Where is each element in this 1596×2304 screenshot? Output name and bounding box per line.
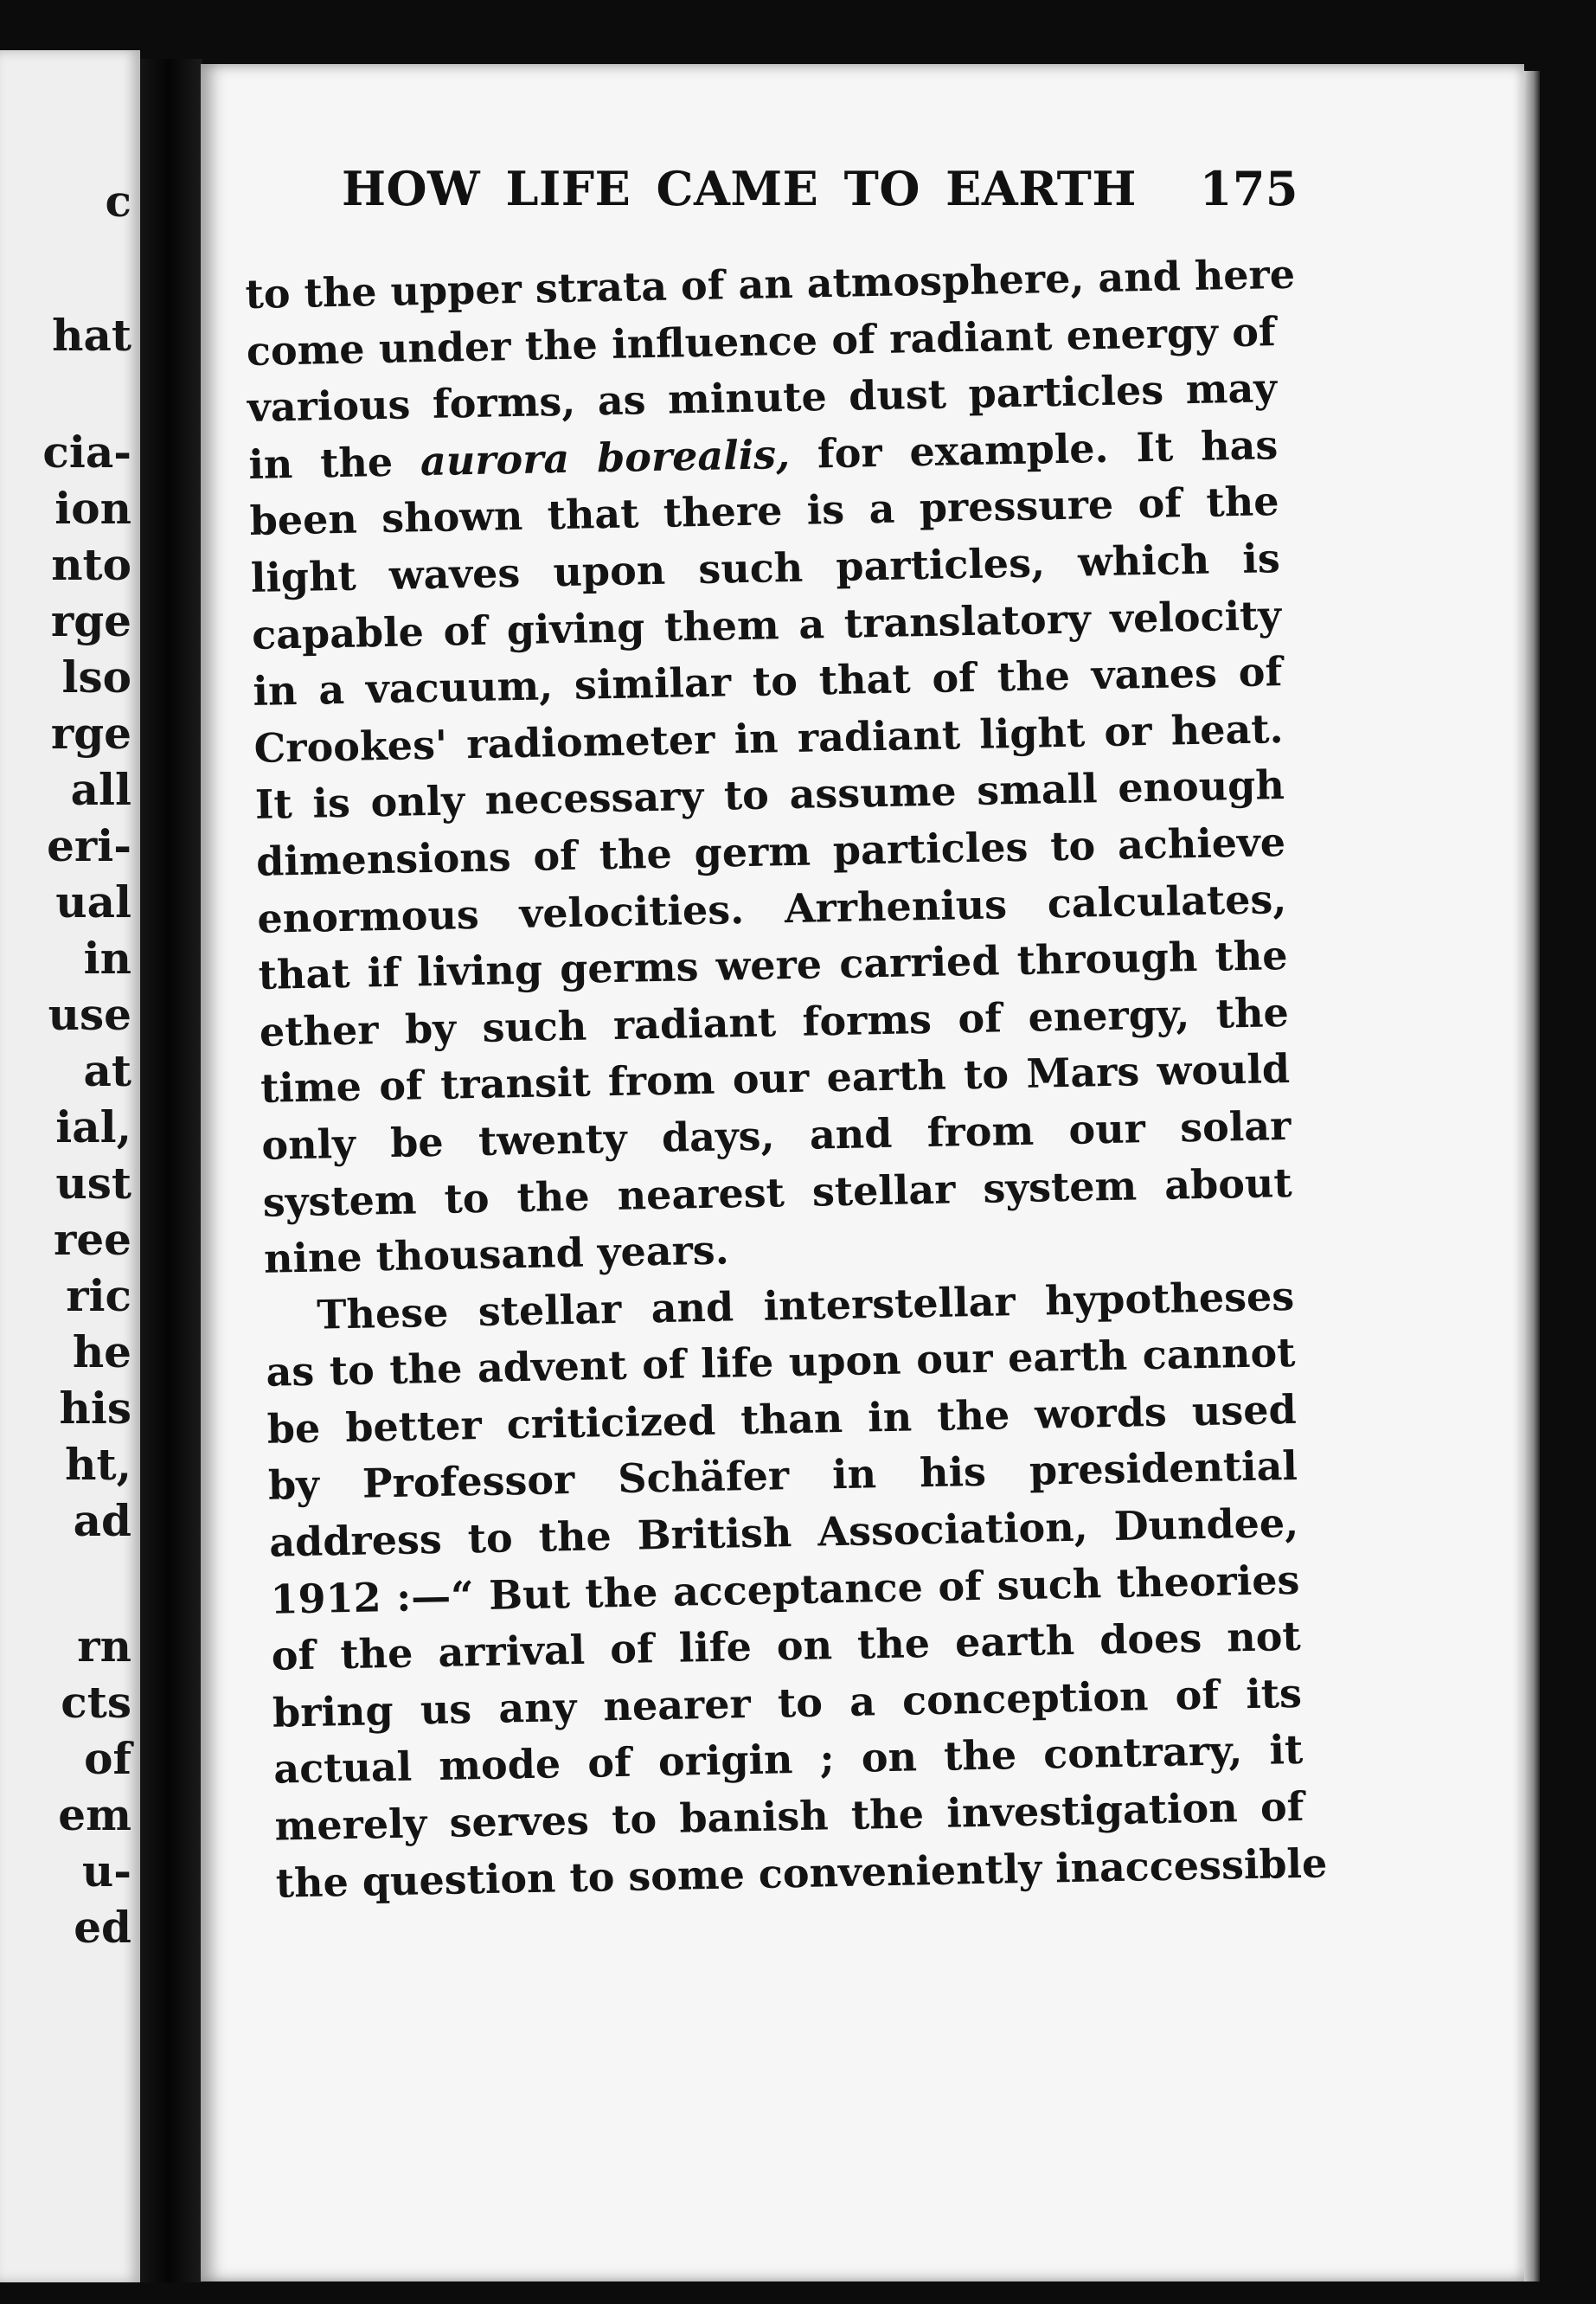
italic-term: aurora borealis, [420,430,791,485]
text-line: in a vacuum, similar to that of the vanes of [252,648,1283,716]
text-line: merely serves to banish the investigation of [274,1782,1304,1850]
text-line: been shown that there is a pressure of the [249,478,1279,545]
left-page-fragment: ric [66,1270,131,1321]
text-line: capable of giving them a translatory velocity [251,591,1282,658]
text-line: system to the nearest stellar system about [262,1158,1293,1226]
page-edge-shadow [1524,71,1540,2282]
text-line: to the upper strata of an atmosphere, and here [245,250,1296,318]
text-line: It is only necessary to assume small enough [254,761,1285,829]
text-line: come under the influence of radiant energy of [246,307,1277,375]
text-line: actual mode of origin ; on the contrary, it [272,1726,1304,1794]
text-line: enormous velocities. Arrhenius calculates, [256,875,1287,942]
left-page-fragment: he [72,1326,131,1377]
text-run: in the [247,437,421,488]
left-page-fragment: em [58,1789,131,1840]
left-page-fragment: ht, [65,1439,131,1490]
text-line: 1912 :—“ But the acceptance of such theories [270,1556,1300,1623]
left-page-fragment: ree [54,1214,131,1265]
text-line: as to the advent of life upon our earth cannot [266,1329,1296,1396]
left-page-fragment: cia- [42,427,131,478]
text-line: the question to some conveniently inaccessible [275,1839,1328,1907]
left-page-fragment: rge [50,595,131,646]
running-head-title: HOW LIFE CAME TO EARTH [342,161,1137,216]
left-page-fragment: of [84,1733,131,1784]
left-page-edge [0,50,140,2282]
left-page-fragment: eri- [47,820,131,871]
text-line: address to the British Association, Dundee, [268,1499,1299,1566]
text-line: be better criticized than in the words used [266,1385,1298,1453]
text-line: ether by such radiant forms of energy, the [259,988,1290,1056]
text-line: time of transit from our earth to Mars would [260,1045,1291,1113]
left-page-fragment: use [48,989,131,1040]
text-line: dimensions of the germ particles to achieve [255,818,1286,885]
text-line: bring us any nearer to a conception of its [272,1669,1303,1736]
left-page-fragment: hat [52,310,131,361]
body-text [245,247,1328,1912]
left-page-fragment: ad [73,1495,131,1546]
text-line: various forms, as minute dust particles may [247,364,1278,432]
left-page-fragment: nto [51,539,131,590]
text-line: light waves upon such particles, which is [250,535,1281,601]
left-page-fragment: ust [55,1158,131,1209]
left-page-fragment: u- [81,1845,131,1896]
left-page-fragment: ial, [55,1101,131,1152]
text-line: only be twenty days, and from our solar [260,1101,1292,1169]
left-page-fragment: rge [50,708,131,759]
left-page-fragment: in [83,933,131,984]
book-gutter [140,59,202,2282]
text-run: for example. It has [789,420,1279,478]
text-line: Crookes' radiometer in radiant light or heat. [253,704,1284,772]
text-line: nine thousand years. [263,1226,730,1282]
running-head [342,161,1298,221]
left-page-fragment: ion [54,483,131,534]
left-page-fragment: ed [74,1902,131,1953]
text-line: that if living germs were carried through the [258,932,1289,998]
left-page-fragment: rn [77,1621,131,1672]
text-line: These stellar and interstellar hypotheses [316,1272,1295,1338]
left-page-fragment: cts [61,1677,131,1728]
left-page-fragment: at [83,1045,131,1096]
text-line: of the arrival of life on the earth does not [271,1613,1302,1679]
left-page-fragment: c [105,176,131,227]
text-line: by Professor Schäfer in his presidential [267,1442,1298,1510]
left-page-fragment: all [70,764,131,815]
left-page-fragment: lso [61,651,131,703]
left-page-fragment: ual [55,876,131,927]
page-number: 175 [1199,161,1298,216]
left-page-fragment: his [59,1383,131,1434]
